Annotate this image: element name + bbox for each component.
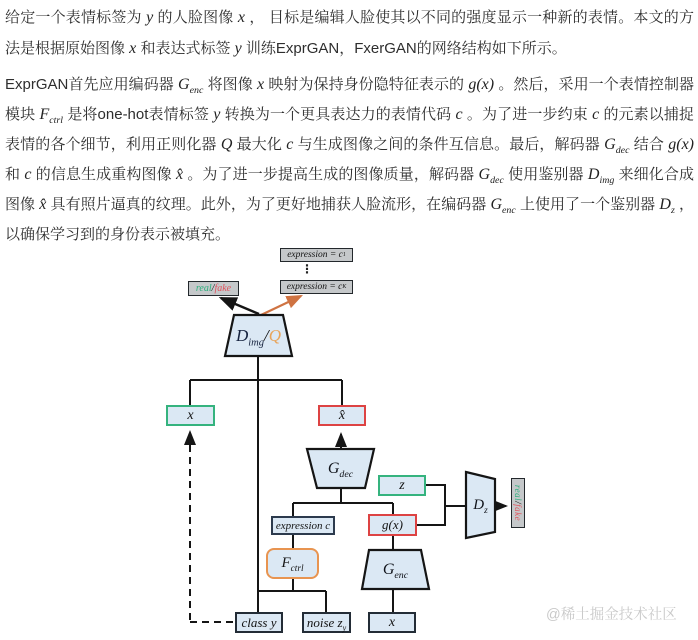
node-x-hat: x̂ xyxy=(318,405,366,426)
node-fctrl: $F_{ctrl}$ xyxy=(266,548,319,579)
node-z-prior: z xyxy=(378,475,426,496)
node-x-input-bottom: x xyxy=(368,612,416,633)
arrow-dimg-to-realfake xyxy=(221,298,259,314)
node-expression-c1: expression = c 1 xyxy=(280,248,353,262)
genc-label: $G_{enc}$ xyxy=(382,560,409,581)
node-realfake-top: real / fake xyxy=(188,281,239,296)
node-noise-zy: noise $z_y$ xyxy=(302,612,351,633)
arrow-q-to-expression xyxy=(261,296,301,315)
dz-label: $D_z$ xyxy=(473,496,488,516)
watermark: @稀土掘金技术社区 xyxy=(546,607,677,623)
node-realfake-vertical: real/fake xyxy=(511,478,525,528)
ellipsis-dots: ⋮ xyxy=(301,262,313,276)
paragraph-intro: 给定一个表情标签为 y 的人脸图像 x ， 目标是编辑人脸使其以不同的强度显示一种新的表情。本文的方法是根据原始图像 x 和表达式标签 y 训练ExprGAN，FxerGAN的网络结构如下所示。 xyxy=(5,9,695,57)
node-class-y: class y xyxy=(235,612,283,633)
node-gx: g(x) xyxy=(368,514,417,536)
paragraph-method: ExprGAN首先应用编码器 $G_{enc}$ 将图像 x 映射为保持身份隐特征表示的 g(x) 。然后，采用一个表情控制器模块 $F_{ctrl}$ 是将one-hot表情标签 y 转换为一个更具表达力的表情代码 c 。为了进一步约束 c 的元素以捕捉表情的各个细节，利用正则化器 Q 最大化 c 与生成图像之间的条件互信息。最后，解码器 $G_{dec}$ 结合 g(x) 和 c 的信息生成重构图像 x̂ 。为了进一步提高生成的图像质量，解码器 $G_{dec}$ 使用鉴别器 $D_{img}$ 来细化合成图像 x̂ 具有照片逼真的纹理。此外，为了更好地捕获人脸流形，在编码器 $G_{enc}$ 上使用了一个鉴别器 $D_z$ ，以确保学习到的身份表示被填充。 xyxy=(5,76,695,243)
node-expression-code: expression c xyxy=(271,516,335,535)
gdec-label: $G_{dec}$ xyxy=(327,459,354,480)
dimg-label: $D_{img}$ / Q xyxy=(235,325,282,348)
node-expression-ck: expression = c K xyxy=(280,280,353,294)
node-x-input-left: x xyxy=(166,405,215,426)
